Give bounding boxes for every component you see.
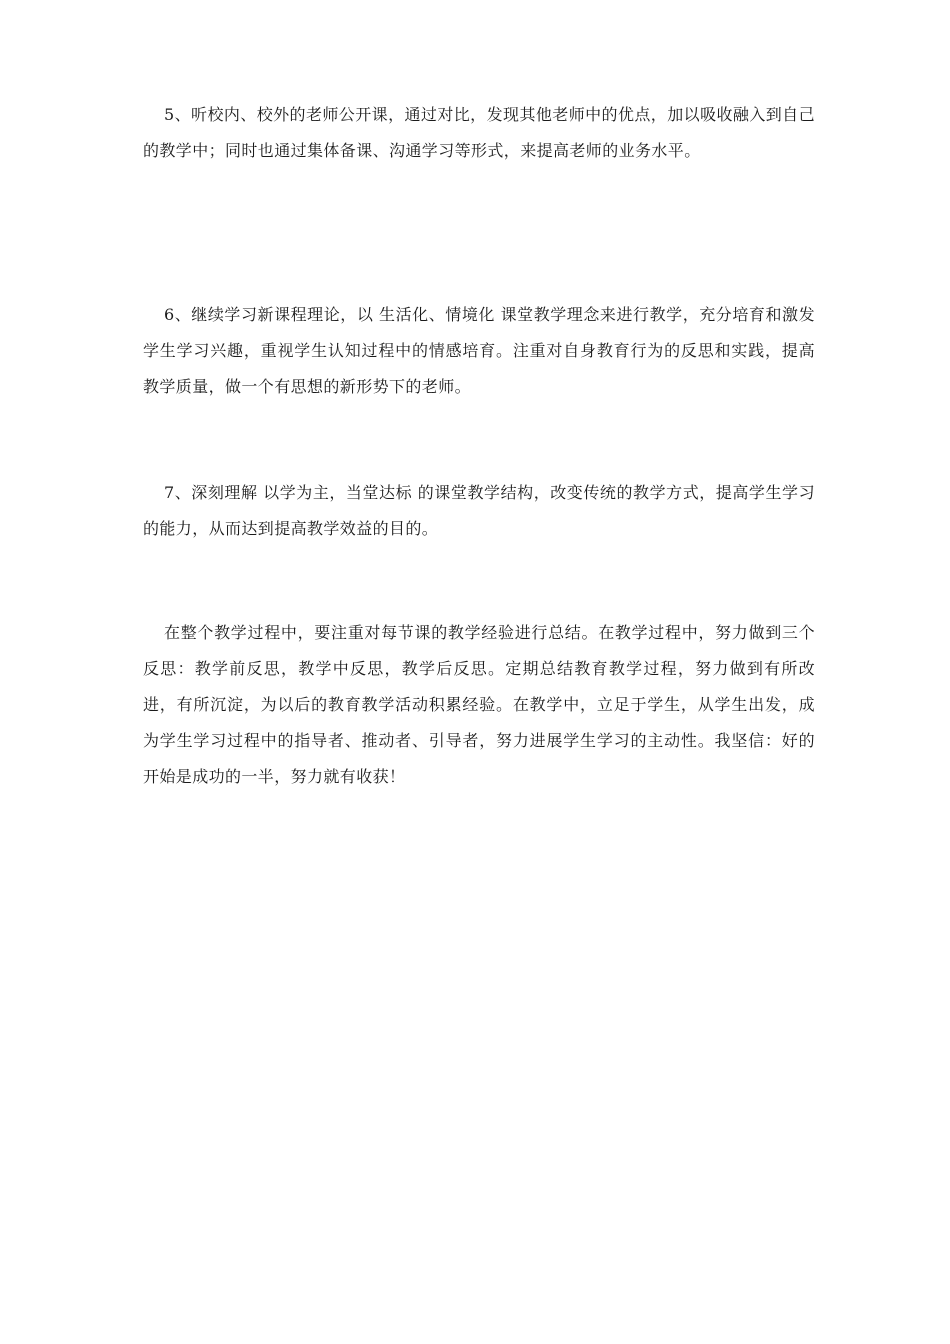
paragraph-item-7: 7、深刻理解 以学为主，当堂达标 的课堂教学结构，改变传统的教学方式，提高学生学习的能力，从而达到提高教学效益的目的。 xyxy=(143,483,815,538)
paragraph-summary: 在整个教学过程中，要注重对每节课的教学经验进行总结。在教学过程中，努力做到三个反思：教学前反思，教学中反思，教学后反思。定期总结教育教学过程，努力做到有所改进，有所沉淀，为以后的教育教学活动积累经验。在教学中，立足于学生，从学生出发，成为学生学习过程中的指导者、推动者、引导者，努力进展学生学习的主动性。我坚信：好的开始是成功的一半，努力就有收获！ xyxy=(143,623,815,786)
paragraph-item-5: 5、听校内、校外的老师公开课，通过对比，发现其他老师中的优点，加以吸收融入到自己的教学中；同时也通过集体备课、沟通学习等形式，来提高老师的业务水平。 xyxy=(143,105,815,160)
paragraph-item-6: 6、继续学习新课程理论，以 生活化、情境化 课堂教学理念来进行教学，充分培育和激发学生学习兴趣，重视学生认知过程中的情感培育。注重对自身教育行为的反思和实践，提高教学质量，做一个有思想的新形势下的老师。 xyxy=(143,305,815,396)
